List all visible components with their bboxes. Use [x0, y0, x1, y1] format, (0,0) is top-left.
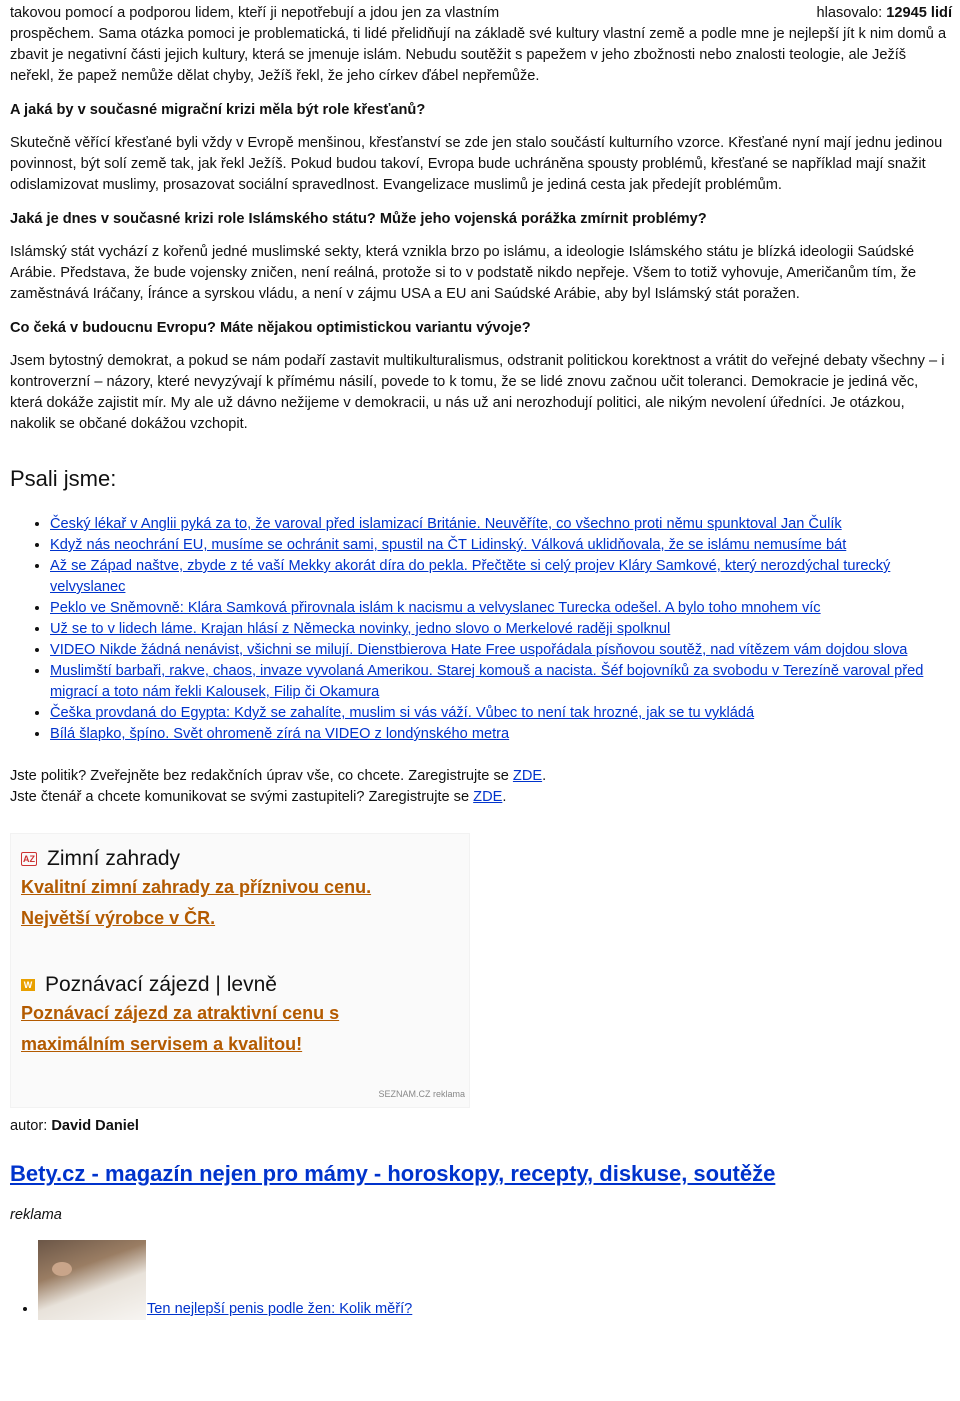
ad-link-line[interactable]: Největší výrobce v ČR.	[21, 908, 216, 928]
ad-title[interactable]	[21, 972, 339, 998]
ad-link-line[interactable]: Poznávací zájezd za atraktivní cenu s	[21, 1003, 340, 1023]
intro-row	[10, 3, 952, 24]
author-name: David Daniel	[51, 1118, 139, 1134]
question-3: Co čeká v budoucnu Evropu? Máte nějakou optimistickou variantu vývoje?	[10, 320, 531, 336]
list-item	[50, 703, 952, 724]
list-item	[50, 514, 952, 535]
related-link[interactable]: Když nás neochrání EU, musíme se ochránit sami, spustil na ČT Lidinský. Válková uklidňovala, že se islámu nemusíme bát	[50, 537, 847, 553]
list-item	[50, 535, 952, 556]
list-item	[50, 640, 952, 661]
promo-link[interactable]: Ten nejlepší penis podle žen: Kolik měří?	[147, 1301, 413, 1317]
related-link[interactable]: Muslimští barbaři, rakve, chaos, invaze vyvolaná Amerikou. Starej komouš a nacista. Šéf bojovníků za svobodu v Terezíně varoval před migrací a toto nám řekli Kalousek, Filip či Okamura	[50, 663, 924, 700]
intro-line: takovou pomocí a podporou lidem, kteří ji nepotřebují a jdou jen za vlastním	[10, 5, 500, 21]
related-heading: Psali jsme:	[10, 466, 117, 491]
related-link[interactable]: Bílá šlapko, špíno. Svět ohromeně zírá na VIDEO z londýnského metra	[50, 726, 510, 742]
w-logo-icon: W	[21, 979, 35, 991]
list-item	[38, 1240, 952, 1320]
politician-register-text: Jste politik? Zveřejněte bez redakčních úprav vše, co chcete. Zaregistrujte se	[10, 768, 513, 784]
list-item	[50, 598, 952, 619]
ad-zimni-zahrady[interactable]	[21, 846, 371, 934]
reader-register-line	[10, 787, 952, 808]
period: .	[542, 768, 547, 784]
author-label: autor:	[10, 1118, 48, 1134]
related-link[interactable]: Až se Západ naštve, zbyde z té vaší Mekky akorát díra do pekla. Přečtěte si celý projev Kláry Samkové, který nerozdýchal turecký velvyslanec	[50, 558, 891, 595]
vote-counter	[817, 3, 953, 24]
ad-title[interactable]	[21, 846, 371, 872]
promo-thumbnail[interactable]	[38, 1240, 146, 1320]
ad-link-line[interactable]: Kvalitní zimní zahrady za příznivou cenu.	[21, 877, 372, 897]
ad-poznavaci-zajezd[interactable]	[21, 972, 339, 1060]
ad-provider-label[interactable]: SEZNAM.CZ reklama	[378, 1089, 465, 1099]
promo-list	[10, 1240, 952, 1320]
list-item	[50, 556, 952, 598]
politician-register-link[interactable]: ZDE	[512, 768, 543, 784]
answer-3: Jsem bytostný demokrat, a pokud se nám podaří zastavit multikulturalismus, odstranit politickou korektnost a vrátit do veřejné debaty všechny – i kontroverzní – názory, které nevyzývají k přímému násilí, povede to k tomu, že se lidé znovu začnou učit toleranci. Demokracie je jediná věc, která dokáže zajistit mír. My ale už dávno nežijeme v demokracii, u nás už ani nerozhodují politici, ale nikým nevolení úředníci. Je otázkou, nakolik se občané dokážou vzchopit.	[10, 353, 945, 432]
question-2: Jaká je dnes v současné krizi role Islámského státu? Může jeho vojenská porážka zmírnit problémy?	[10, 211, 707, 227]
reader-register-link[interactable]: ZDE	[473, 789, 503, 805]
author-line	[10, 1116, 952, 1137]
related-link[interactable]: Český lékař v Anglii pyká za to, že varoval před islamizací Británie. Neuvěříte, co všechno proti němu spunktoval Jan Čulík	[50, 516, 842, 532]
ad-box	[10, 833, 470, 1108]
ad-title-text[interactable]: Poznávací zájezd | levně	[45, 973, 277, 996]
intro-paragraph: prospěchem. Sama otázka pomoci je problematická, ti lidé přelidňují na základě své kultury vlastní země a podle mne je nejlepší jít k nim domů a zbavit je negativní části jejich kultury, která se jmenuje islám. Nebudu soutěžit s papežem v jeho zbožnosti nebo znalosti teologie, ale Ježíš neřekl, že papež nemůže dělat chyby, Ježíš řekl, že jeho církev ďábel nepřemůže.	[10, 26, 947, 84]
related-link[interactable]: Už se to v lidech láme. Krajan hlásí z Německa novinky, jedno slovo o Merkelové raději spolknul	[50, 621, 671, 637]
question-1: A jaká by v současné migrační krizi měla být role křesťanů?	[10, 102, 426, 118]
az-logo-icon: AZ	[23, 854, 35, 864]
vote-label: hlasovalo:	[816, 5, 883, 21]
related-link[interactable]: Peklo ve Sněmovně: Klára Samková přirovnala islám k nacismu a velvyslanec Turecka odešel. A bylo toho mnohem víc	[50, 600, 821, 616]
ad-title-text[interactable]: Zimní zahrady	[47, 847, 181, 870]
bety-headline-link[interactable]: Bety.cz - magazín nejen pro mámy - horoskopy, recepty, diskuse, soutěže	[10, 1161, 776, 1186]
vote-count: 12945 lidí	[886, 5, 952, 21]
reader-register-text: Jste čtenář a chcete komunikovat se svými zastupiteli? Zaregistrujte se	[10, 789, 474, 805]
list-item	[50, 661, 952, 703]
answer-2: Islámský stát vychází z kořenů jedné muslimské sekty, která vznikla brzo po islámu, a ideologie Islámského státu je blízká ideologii Saúdské Arábie. Představa, že bude vojensky zničen, není reálná, protože si to v podstatě nikdo nepřeje. Všem to totiž vyhovuje, Američanům tím, že zaměstnává Iráčany, Íránce a syrskou vládu, a není v zájmu USA a EU ani Saúdské Arábie, aby byl Islámský stát poražen.	[10, 244, 917, 302]
reklama-label: reklama	[10, 1207, 62, 1223]
related-link[interactable]: VIDEO Nikde žádná nenávist, všichni se milují. Dienstbierova Hate Free uspořádala písňovou soutěž, nad vítězem vám dojdou slova	[50, 642, 908, 658]
list-item	[50, 724, 952, 745]
ad-link-line[interactable]: maximálním servisem a kvalitou!	[21, 1034, 303, 1054]
related-link[interactable]: Češka provdaná do Egypta: Když se zahalíte, muslim si vás váží. Vůbec to není tak hrozné, jak se tu vykládá	[50, 705, 755, 721]
registration-info	[10, 766, 952, 808]
period: .	[502, 789, 507, 805]
politician-register-line	[10, 766, 952, 787]
answer-1: Skutečně věřící křesťané byli vždy v Evropě menšinou, křesťanství se zde jen stalo součástí kulturního vzorce. Křesťané nyní mají jednu jedinou povinnost, být solí země tak, jak řekl Ježíš. Pokud budou takoví, Evropa bude uchráněna spousty problémů, křesťané se například mají snažit odislamizovat muslimy, prosazovat sociální spravedlnost. Evangelizace muslimů je jediná cesta jak předejít problémům.	[10, 135, 943, 193]
related-list	[10, 514, 952, 745]
article-container	[10, 3, 952, 1320]
list-item	[50, 619, 952, 640]
